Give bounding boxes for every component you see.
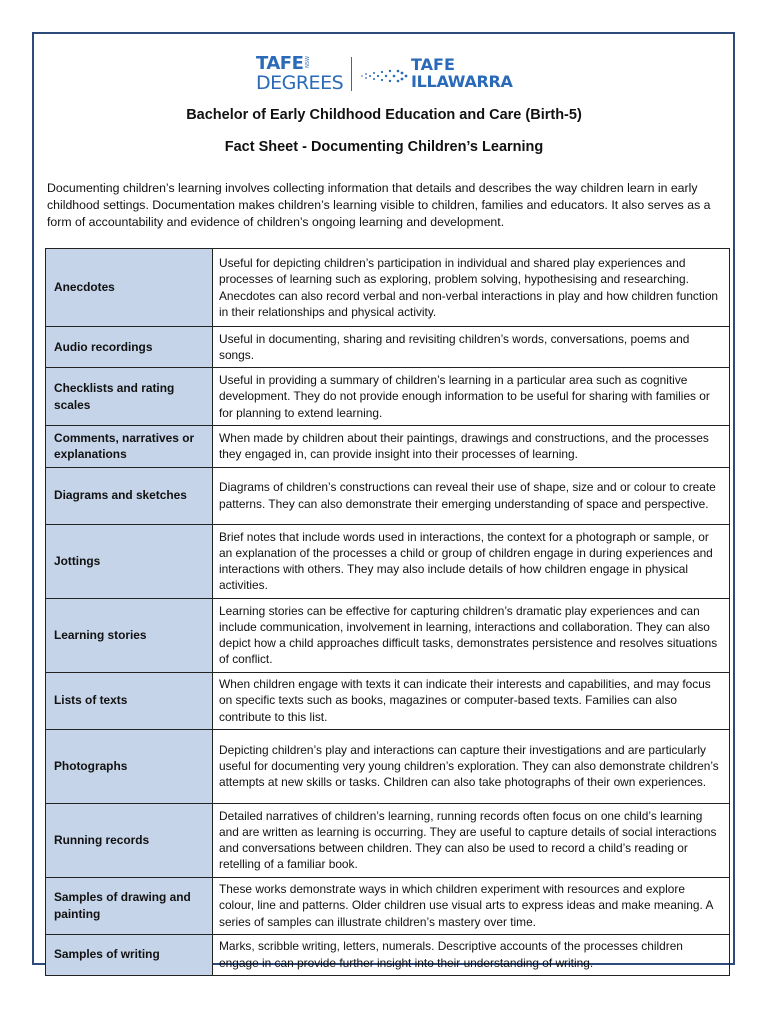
method-name: Anecdotes [46,249,213,327]
nsw-wordmark: NSW [305,56,311,68]
illawarra-wordmark: ILLAWARRA [411,72,513,91]
documentation-methods-table [45,248,730,976]
intro-paragraph: Documenting children’s learning involves collecting information that details and describes the way children learn in early childhood settings. Documentation makes children’s learning visible to children, families and educators. It also serves as a form of accountability and evidence of children’s ongoing learning and development. [47,181,711,229]
method-name: Running records [46,803,213,877]
method-description: Diagrams of children’s constructions can reveal their use of shape, size and or colour to create patterns. They can also demonstrate their emerging understanding of space and perspective. [213,467,730,524]
table-row [46,524,730,598]
table-row [46,803,730,877]
method-description: Depicting children’s play and interactions can capture their investigations and are particularly useful for documenting very young children’s exploration. They can also demonstrate children’s attempts at new skills or tasks. Children can also take photographs of their own experiences. [213,729,730,803]
table-row [46,426,730,468]
tafe-wordmark-right: TAFE [411,55,455,74]
table-row [46,327,730,368]
table-row [46,368,730,426]
document-title: Bachelor of Early Childhood Education and Care (Birth-5) [186,107,582,123]
method-name: Audio recordings [46,327,213,368]
method-description: Brief notes that include words used in interactions, the context for a photograph or sample, or an explanation of the processes a child or group of children engage in during experiences and interactions with others. They may also include details of how children engage in physical activities. [213,524,730,598]
method-description: When children engage with texts it can indicate their interests and capabilities, and may focus on specific texts such as books, magazines or computer-based texts. Families can also contribute to this list. [213,672,730,729]
method-name: Samples of writing [46,934,213,975]
tafe-wordmark: TAFE [256,53,304,74]
method-description: These works demonstrate ways in which children experiment with resources and explore colour, line and patterns. Older children use visual arts to express ideas and make meaning. A series of samples can illustrate children’s mastery over time. [213,877,730,934]
table-row [46,729,730,803]
table-row [46,598,730,672]
method-name: Jottings [46,524,213,598]
tafe-degrees-illawarra-logo [256,55,516,95]
method-description: Useful for depicting children’s participation in individual and shared play experiences and processes of learning such as exploring, problem solving, hypothesising and researching. Anecdotes can also record verbal and non-verbal interactions in play and how children function in their relationships and physical activity. [213,249,730,327]
method-name: Diagrams and sketches [46,467,213,524]
method-description: Marks, scribble writing, letters, numerals. Descriptive accounts of the processes children engage in can provide further insight into their understanding of writing. [213,934,730,975]
method-name: Lists of texts [46,672,213,729]
tafe-illawarra-logo [411,55,516,95]
method-name: Comments, narratives or explanations [46,426,213,468]
method-description: When made by children about their paintings, drawings and constructions, and the processes they engaged in, can provide insight into their processes of learning. [213,426,730,468]
method-description: Detailed narratives of children’s learning, running records often focus on one child’s learning and are written as learning is occurring. They are useful to capture details of social interactions and conversations between children. They can also be used to record a child’s reading or retelling of a familiar book. [213,803,730,877]
method-name: Checklists and rating scales [46,368,213,426]
method-description: Useful in providing a summary of children’s learning in a particular area such as cognitive development. They do not provide enough information to be useful for sharing with families or for planning to extend learning. [213,368,730,426]
table-row [46,249,730,327]
method-description: Learning stories can be effective for capturing children’s dramatic play experiences and can include communication, involvement in learning, interactions and collaboration. They can also depict how a child approaches difficult tasks, demonstrates persistence and resolves situations of conflict. [213,598,730,672]
method-description: Useful in documenting, sharing and revisiting children’s words, conversations, poems and songs. [213,327,730,368]
document-subtitle: Fact Sheet - Documenting Children’s Learning [224,139,544,155]
logo-divider [351,57,352,91]
table-row [46,672,730,729]
table-row [46,467,730,524]
table-row [46,877,730,934]
tafe-degrees-logo [256,55,344,95]
method-name: Samples of drawing and painting [46,877,213,934]
method-name: Photographs [46,729,213,803]
method-name: Learning stories [46,598,213,672]
table-row [46,934,730,975]
dot-pattern-icon [360,67,408,85]
degrees-wordmark: DEGREES [256,72,344,94]
